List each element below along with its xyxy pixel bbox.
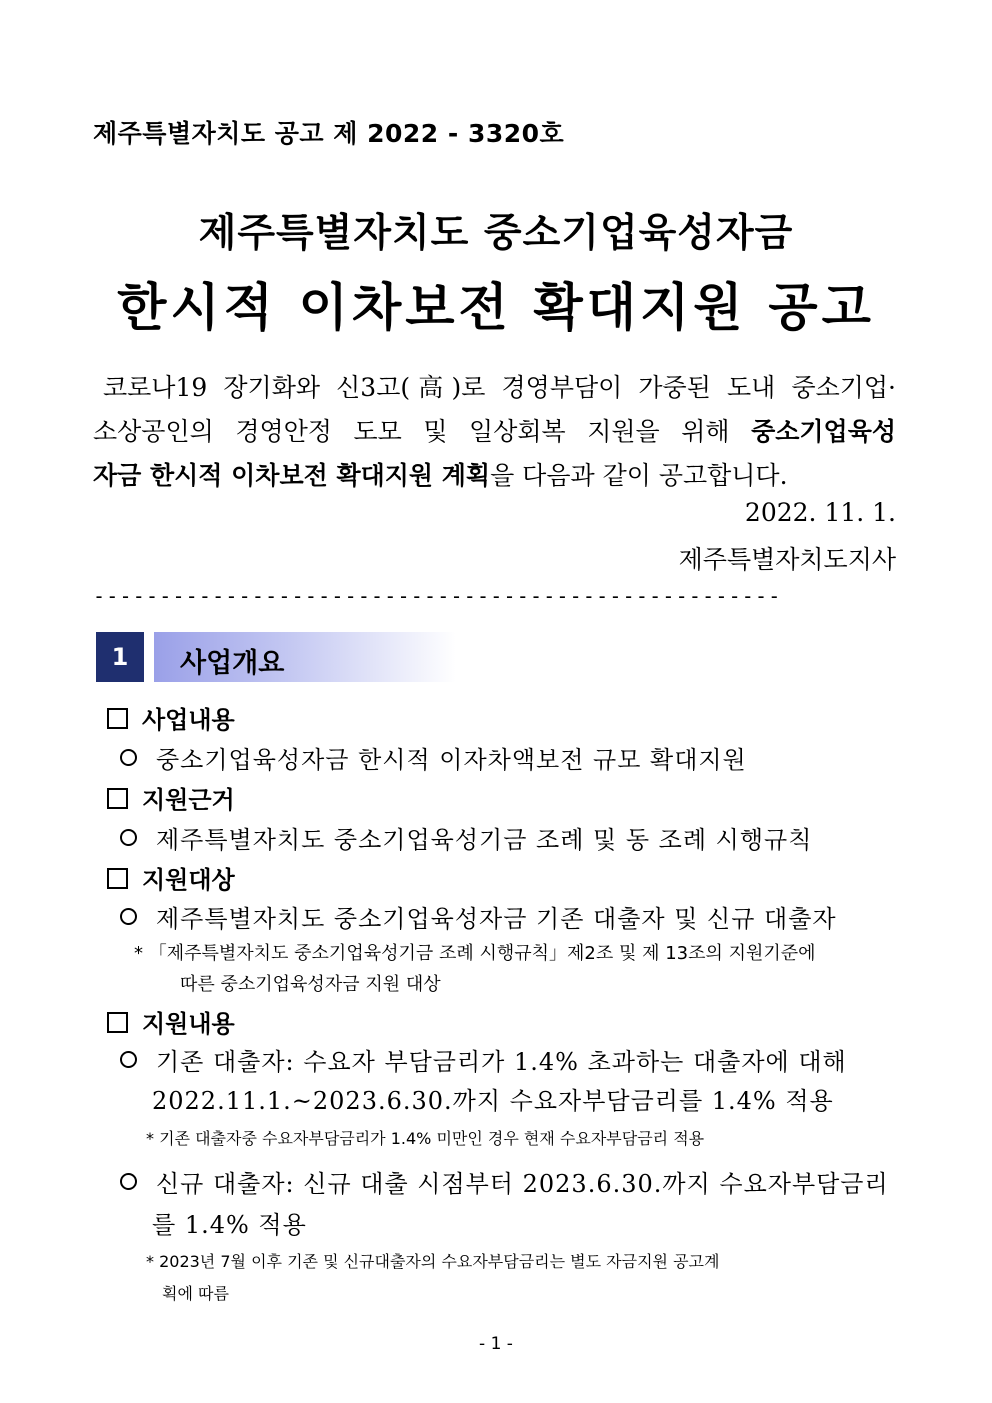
support-item-2-text: 신규 대출자: 신규 대출 시점부터 2023.6.30.까지 수요자부담금리 <box>156 1170 889 1198</box>
bullet-circle-icon <box>120 908 137 925</box>
heading-target <box>107 860 235 895</box>
section-title: 사업개요 <box>180 648 285 679</box>
support-item-2-line-2: 를 1.4% 적용 <box>152 1211 307 1239</box>
target-note-line-2: 따른 중소기업육성자금 지원 대상 <box>180 974 441 995</box>
section-header <box>96 632 456 682</box>
checkbox-square-icon <box>107 1012 128 1033</box>
target-note-line-1: * 「제주특별자치도 중소기업육성기금 조례 시행규칙」제2조 및 제 13조의 지원기준에 <box>134 943 816 964</box>
target-item <box>120 899 837 934</box>
content-item <box>120 740 747 775</box>
intro-line-2-text: 소상공인의 경영안정 도모 및 일상회복 지원을 위해 <box>93 417 752 446</box>
heading-content-label: 사업내용 <box>142 706 235 734</box>
content-item-text: 중소기업육성자금 한시적 이자차액보전 규모 확대지원 <box>156 746 747 774</box>
bullet-circle-icon <box>120 1051 137 1068</box>
announcement-date: 2022. 11. 1. <box>744 498 896 527</box>
support-item-1-text: 기존 대출자: 수요자 부담금리가 1.4% 초과하는 대출자에 대해 <box>156 1048 847 1076</box>
bullet-circle-icon <box>120 1173 137 1190</box>
heading-support-label: 지원내용 <box>142 1010 235 1038</box>
intro-line-2-bold: 중소기업육성 <box>751 417 896 446</box>
intro-line-3-text: 을 다음과 같이 공고합니다. <box>490 461 788 490</box>
intro-line-1: 코로나19 장기화와 신3고(高)로 경영부담이 가중된 도내 중소기업· <box>103 373 896 402</box>
section-number: 1 <box>96 632 144 682</box>
support-item-2-line-1 <box>120 1164 889 1199</box>
heading-basis-label: 지원근거 <box>142 786 235 814</box>
basis-item-text: 제주특별자치도 중소기업육성기금 조례 및 동 조례 시행규칙 <box>156 826 813 854</box>
page-number: - 1 - <box>479 1334 513 1354</box>
basis-item <box>120 820 812 855</box>
document-number: 제주특별자치도 공고 제 2022 - 3320호 <box>93 119 565 148</box>
heading-content <box>107 700 235 735</box>
checkbox-square-icon <box>107 708 128 729</box>
support-item-2-note-line-1: * 2023년 7월 이후 기존 및 신규대출자의 수요자부담금리는 별도 자금지원 공고계 <box>146 1252 720 1271</box>
support-item-1-line-2: 2022.11.1.~2023.6.30.까지 수요자부담금리를 1.4% 적용 <box>152 1087 834 1115</box>
heading-basis <box>107 780 235 815</box>
support-item-2-note-line-2: 획에 따름 <box>162 1284 229 1303</box>
heading-support <box>107 1004 235 1039</box>
checkbox-square-icon <box>107 788 128 809</box>
intro-line-3 <box>93 456 896 492</box>
support-item-1-note: * 기존 대출자중 수요자부담금리가 1.4% 미만인 경우 현재 수요자부담금리 적용 <box>146 1129 705 1148</box>
intro-line-3-bold: 자금 한시적 이차보전 확대지원 계획 <box>93 461 491 490</box>
target-item-text: 제주특별자치도 중소기업육성자금 기존 대출자 및 신규 대출자 <box>156 905 837 933</box>
title-line-2: 한시적 이차보전 확대지원 공고 <box>117 278 875 338</box>
issuer: 제주특별자치도지사 <box>678 545 896 574</box>
title-line-1: 제주특별자치도 중소기업육성자금 <box>198 210 794 256</box>
divider: ---------------------------------------------------- <box>93 584 782 608</box>
bullet-circle-icon <box>120 829 137 846</box>
checkbox-square-icon <box>107 868 128 889</box>
intro-line-2 <box>93 412 896 448</box>
bullet-circle-icon <box>120 749 137 766</box>
support-item-1-line-1 <box>120 1042 847 1077</box>
heading-target-label: 지원대상 <box>142 866 235 894</box>
